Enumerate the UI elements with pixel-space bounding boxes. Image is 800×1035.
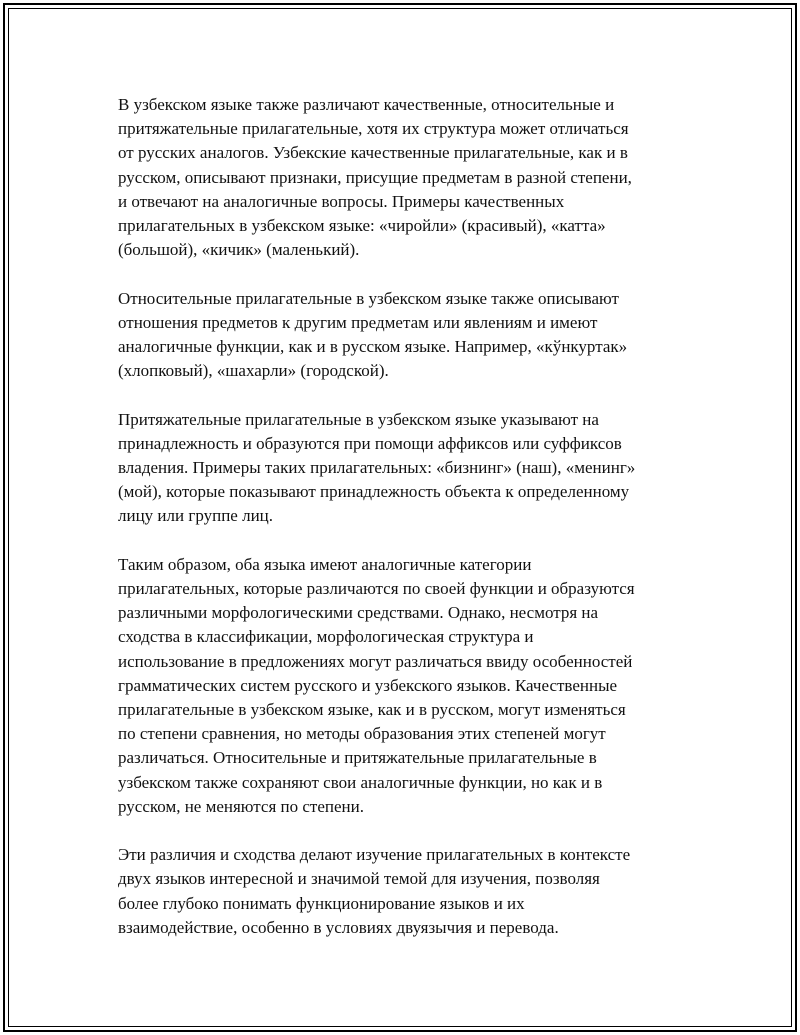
paragraph-relative-adjectives: Относительные прилагательные в узбекском языке также описывают отношения предметов к другим предметам или явлениям и имеют аналогичные функции, как и в русском языке. Например, «кўнкуртак» (хлопковый), «шахарли» (городской). xyxy=(118,288,628,381)
paragraph-conclusion: Эти различия и сходства делают изучение прилагательных в контексте двух языков интересной и значимой темой для изучения, позволяя более глубоко понимать функционирование языков и их взаимодействие, особенно в условиях двуязычия и перевода. xyxy=(118,845,631,937)
document-body xyxy=(118,93,688,964)
paragraph-comparison-summary: Таким образом, оба языка имеют аналогичные категории прилагательных, которые различаются по своей функции и образуются различными морфологическими средствами. Однако, несмотря на сходства в классификации, морфологическая структура и использование в предложениях могут различаться ввиду особенностей грамматических систем русского и узбекского языков. Качественные прилагательные в узбекском языке, как и в русском, могут изменяться по степени сравнения, но методы образования этих степеней могут различаться. Относительные и притяжательные прилагательные в узбекском также сохраняют свои аналогичные функции, но как и в русском, не меняются по степени. xyxy=(118,554,635,816)
paragraph-qualitative-adjectives: В узбекском языке также различают качественные, относительные и притяжательные прилагательные, хотя их структура может отличаться от русских аналогов. Узбекские качественные прилагательные, как и в русском, описывают признаки, присущие предметам в разной степени, и отвечают на аналогичные вопросы. Примеры качественных прилагательных в узбекском языке: «чиройли» (красивый), «катта» (большой), «кичик» (маленький). xyxy=(118,95,632,260)
paragraph-possessive-adjectives: Притяжательные прилагательные в узбекском языке указывают на принадлежность и образуются при помощи аффиксов или суффиксов владения. Примеры таких прилагательных: «бизнинг» (наш), «менинг» (мой), которые показывают принадлежность объекта к определенному лицу или группе лиц. xyxy=(118,409,636,526)
